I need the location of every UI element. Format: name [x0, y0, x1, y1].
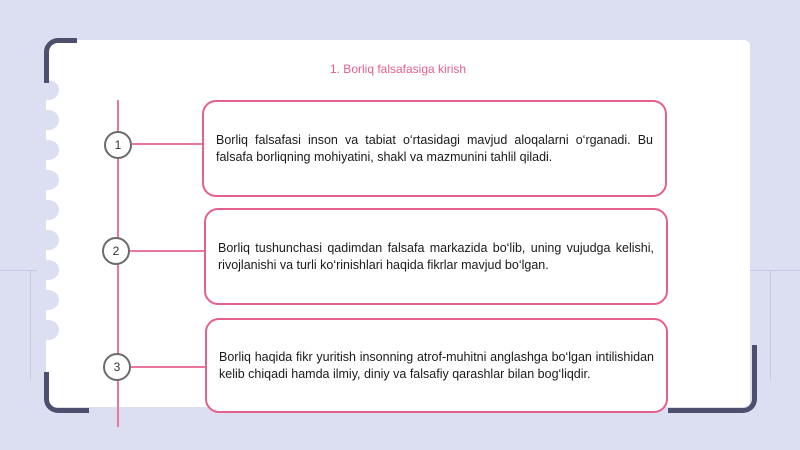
- step-number-badge: 2: [102, 237, 130, 265]
- timeline-connector: [130, 250, 204, 252]
- step-number-badge: 1: [104, 131, 132, 159]
- slide-title: 1. Borliq falsafasiga kirish: [329, 62, 467, 76]
- binder-notch: [37, 110, 59, 130]
- binder-notch: [37, 260, 59, 280]
- binder-notch: [37, 200, 59, 220]
- background-guide-line-left: [30, 270, 31, 380]
- step-text: Borliq tushunchasi qadimdan falsafa markazida bo‘lib, uning vujudga kelishi, rivojlanishi va turli ko‘rinishlari haqida fikrlar mavjud bo‘lgan.: [218, 240, 654, 272]
- frame-corner-bottom-right: [668, 345, 757, 413]
- binder-notch: [37, 170, 59, 190]
- binder-notch: [37, 80, 59, 100]
- frame-corner-bottom-left: [44, 372, 89, 413]
- timeline-connector: [131, 366, 205, 368]
- step-number-badge: 3: [103, 353, 131, 381]
- step-text-box: [204, 208, 668, 305]
- step-text: Borliq falsafasi inson va tabiat o‘rtasidagi mavjud aloqalarni o‘rganadi. Bu falsafa borliqning mohiyatini, shakl va mazmunini tahlil qiladi.: [216, 132, 653, 164]
- frame-corner-top-left: [44, 38, 77, 83]
- step-text-box: [205, 318, 668, 413]
- binder-notch: [37, 320, 59, 340]
- binder-notch: [37, 290, 59, 310]
- binder-notch: [37, 230, 59, 250]
- binder-notch: [37, 140, 59, 160]
- timeline-connector: [132, 143, 202, 145]
- step-text-box: [202, 100, 667, 197]
- background-guide-line-right: [770, 270, 771, 380]
- step-text: Borliq haqida fikr yuritish insonning atrof-muhitni anglashga bo‘lgan intilishidan kelib chiqadi hamda ilmiy, diniy va falsafiy qarashlar bilan bog‘liqdir.: [219, 349, 654, 381]
